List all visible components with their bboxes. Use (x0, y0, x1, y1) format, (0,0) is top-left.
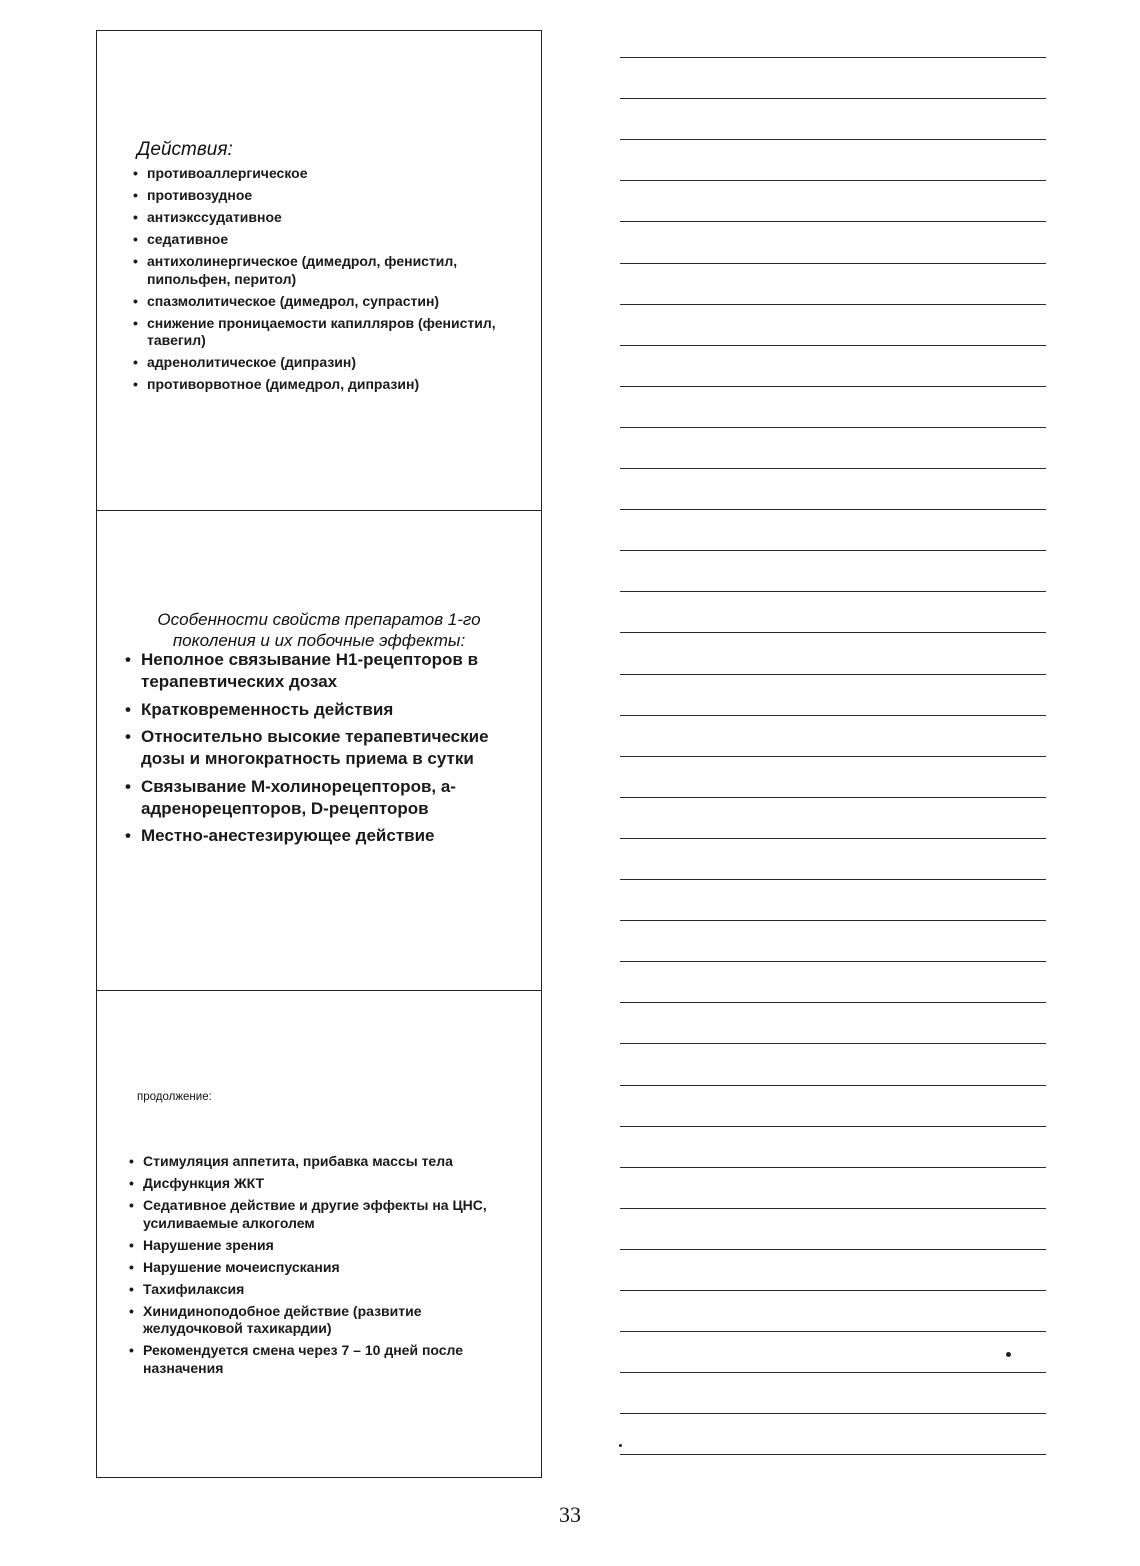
list-item: • седативное (133, 231, 513, 249)
list-item: • Местно-анестезирующее действие (125, 825, 525, 847)
slide-first-generation-features (97, 510, 541, 990)
scan-speck (1006, 1352, 1011, 1357)
list-item: • Неполное связывание H1-рецепторов в терапевтических дозах (125, 649, 525, 693)
note-line (620, 509, 1046, 510)
note-line (620, 674, 1046, 675)
list-item: • противоаллергическое (133, 165, 513, 183)
list-item: • Рекомендуется смена через 7 – 10 дней после назначения (129, 1342, 509, 1377)
slide-title: Действия: (137, 139, 233, 160)
note-line (620, 1413, 1046, 1414)
note-line (620, 1454, 1046, 1455)
list-item: • антиэкссудативное (133, 209, 513, 227)
slide-actions (97, 31, 541, 510)
list-item: • Седативное действие и другие эффекты на ЦНС, усиливаемые алкоголем (129, 1197, 509, 1232)
bullet-list (125, 649, 525, 853)
page-number: 33 (559, 1502, 581, 1527)
note-line (620, 632, 1046, 633)
note-line (620, 1126, 1046, 1127)
note-line (620, 1249, 1046, 1250)
note-line (620, 1085, 1046, 1086)
slide-title: Особенности свойств препаратов 1-го поколения и их побочные эффекты: (157, 610, 481, 650)
list-item: • Стимуляция аппетита, прибавка массы тела (129, 1153, 509, 1171)
note-line (620, 715, 1046, 716)
note-line (620, 961, 1046, 962)
note-line (620, 345, 1046, 346)
slides-column (96, 30, 542, 1478)
note-line (620, 98, 1046, 99)
note-line (620, 1002, 1046, 1003)
note-line (620, 139, 1046, 140)
list-item: • Нарушение мочеиспускания (129, 1259, 509, 1277)
note-line (620, 797, 1046, 798)
slide-continuation (97, 990, 541, 1477)
note-line (620, 468, 1046, 469)
note-line (620, 304, 1046, 305)
note-line (620, 920, 1046, 921)
list-item: • антихолинергическое (димедрол, фенистил, пипольфен, перитол) (133, 253, 513, 288)
scan-speck (619, 1444, 622, 1447)
note-line (620, 1043, 1046, 1044)
note-line (620, 591, 1046, 592)
list-item: • снижение проницаемости капилляров (фенистил, тавегил) (133, 315, 513, 350)
list-item: • противозудное (133, 187, 513, 205)
note-line (620, 427, 1046, 428)
list-item: • Дисфункция ЖКТ (129, 1175, 509, 1193)
note-line (620, 1167, 1046, 1168)
list-item: • спазмолитическое (димедрол, супрастин) (133, 293, 513, 311)
note-line (620, 838, 1046, 839)
note-line (620, 221, 1046, 222)
bullet-list (129, 1153, 509, 1382)
note-line (620, 1372, 1046, 1373)
note-line (620, 57, 1046, 58)
list-item: • Кратковременность действия (125, 699, 525, 721)
note-line (620, 386, 1046, 387)
list-item: • Связывание М-холинорецепторов, а-адренорецепторов, D-рецепторов (125, 776, 525, 820)
note-line (620, 756, 1046, 757)
list-item: • Тахифилаксия (129, 1281, 509, 1299)
note-line (620, 550, 1046, 551)
notes-area (620, 0, 1046, 1500)
note-line (620, 263, 1046, 264)
note-line (620, 1208, 1046, 1209)
list-item: • Хинидиноподобное действие (развитие желудочковой тахикардии) (129, 1303, 509, 1338)
slide-title: продолжение: (137, 1091, 212, 1103)
list-item: • Нарушение зрения (129, 1237, 509, 1255)
note-line (620, 879, 1046, 880)
list-item: • адренолитическое (дипразин) (133, 354, 513, 372)
bullet-list (133, 165, 513, 398)
note-line (620, 1331, 1046, 1332)
note-line (620, 1290, 1046, 1291)
list-item: • Относительно высокие терапевтические дозы и многократность приема в сутки (125, 726, 525, 770)
list-item: • противорвотное (димедрол, дипразин) (133, 376, 513, 394)
note-line (620, 180, 1046, 181)
